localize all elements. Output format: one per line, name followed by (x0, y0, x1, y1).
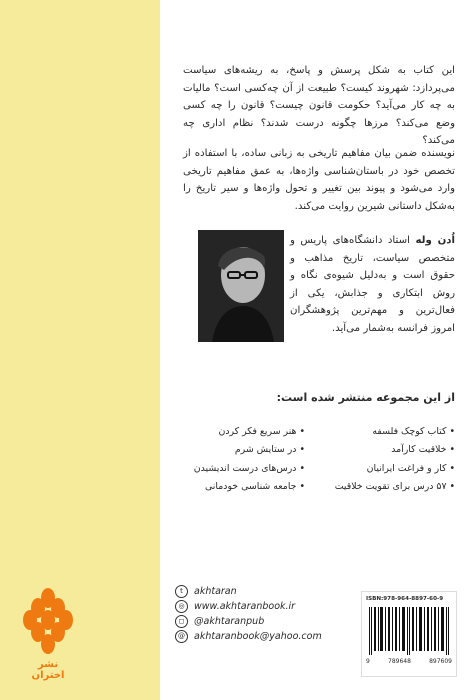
email-icon: @ (175, 630, 188, 643)
series-item: • کتاب کوچک فلسفه (315, 423, 455, 441)
publisher-logo (20, 585, 76, 657)
social-text[interactable]: @akhtaranpub (194, 616, 265, 627)
barcode-digit: 897609 (429, 658, 452, 665)
series-item: • ۵۷ درس برای تقویت خلاقیت (315, 478, 455, 496)
social-row[interactable] (175, 614, 322, 629)
barcode-digit: 9 (366, 658, 370, 665)
barcode-numbers (366, 658, 452, 665)
globe-icon: ◎ (175, 600, 188, 613)
series-item: • هنر سریع فکر کردن (155, 423, 305, 441)
series-title: از این مجموعه منتشر شده است: (276, 391, 455, 404)
series-item: • جامعه شناسی خودمانی (155, 478, 305, 496)
author-bio-text: استاد دانشگاه‌های پاریس و متخصص سیاست، تاریخ مذاهب و حقوق است و به‌دلیل شیوه‌ی نگاه و روش ابتکاری و جذابش، یکی از فعال‌ترین و مهم‌ترین پژوهشگران امروز فرانسه به‌شمار می‌آید. (290, 235, 455, 334)
isbn-text: ISBN:978-964-8897-60-9 (366, 596, 444, 602)
publisher-name: نشر اختران (31, 659, 65, 681)
instagram-icon: ◻ (175, 615, 188, 628)
social-text[interactable]: akhtaranbook@yahoo.com (194, 631, 322, 642)
barcode-graphic (368, 607, 450, 655)
social-text[interactable]: www.akhtaranbook.ir (194, 601, 296, 612)
author-bio (290, 232, 455, 337)
series-item: • خلاقیت کارآمد (315, 441, 455, 459)
author-name: اُدن وله (415, 235, 455, 246)
intro-paragraph: این کتاب به شکل پرسش و پاسخ، به ریشه‌های سیاست می‌پردازد: شهروند کیست؟ طبیعت از آن چه‌کسی است؟ مالیات به چه کار می‌آید؟ حکومت قانون چیست؟ قانون را چه کسی وضع می‌کند؟ مرزها چگونه درست شدند؟ نظام اداری چه می‌کند؟ (183, 65, 455, 146)
social-text[interactable]: akhtaran (194, 586, 237, 597)
series-list-right (315, 423, 455, 496)
social-row[interactable] (175, 629, 322, 644)
social-row[interactable] (175, 584, 322, 599)
series-item: • در ستایش شرم (155, 441, 305, 459)
twitter-icon: t (175, 585, 188, 598)
series-list-left (155, 423, 305, 496)
series-item: • کار و فراغت ایرانیان (315, 460, 455, 478)
series-item: • درس‌های درست اندیشیدن (155, 460, 305, 478)
social-row[interactable] (175, 599, 322, 614)
author-paragraph: نویسنده ضمن بیان مفاهیم تاریخی به زبانی ساده، با استفاده از تخصص خود در باستان‌شناسی واژه‌ها، به عمق مفاهیم تاریخی وارد می‌شود و پیوند بین تغییر و تحول واژه‌ها و سیر تاریخ را به‌شکل داستانی شیرین روایت می‌کند. (183, 148, 455, 212)
barcode-digit: 789648 (388, 658, 411, 665)
isbn-barcode (361, 591, 457, 677)
social-links (175, 584, 322, 644)
author-photo (198, 230, 284, 342)
